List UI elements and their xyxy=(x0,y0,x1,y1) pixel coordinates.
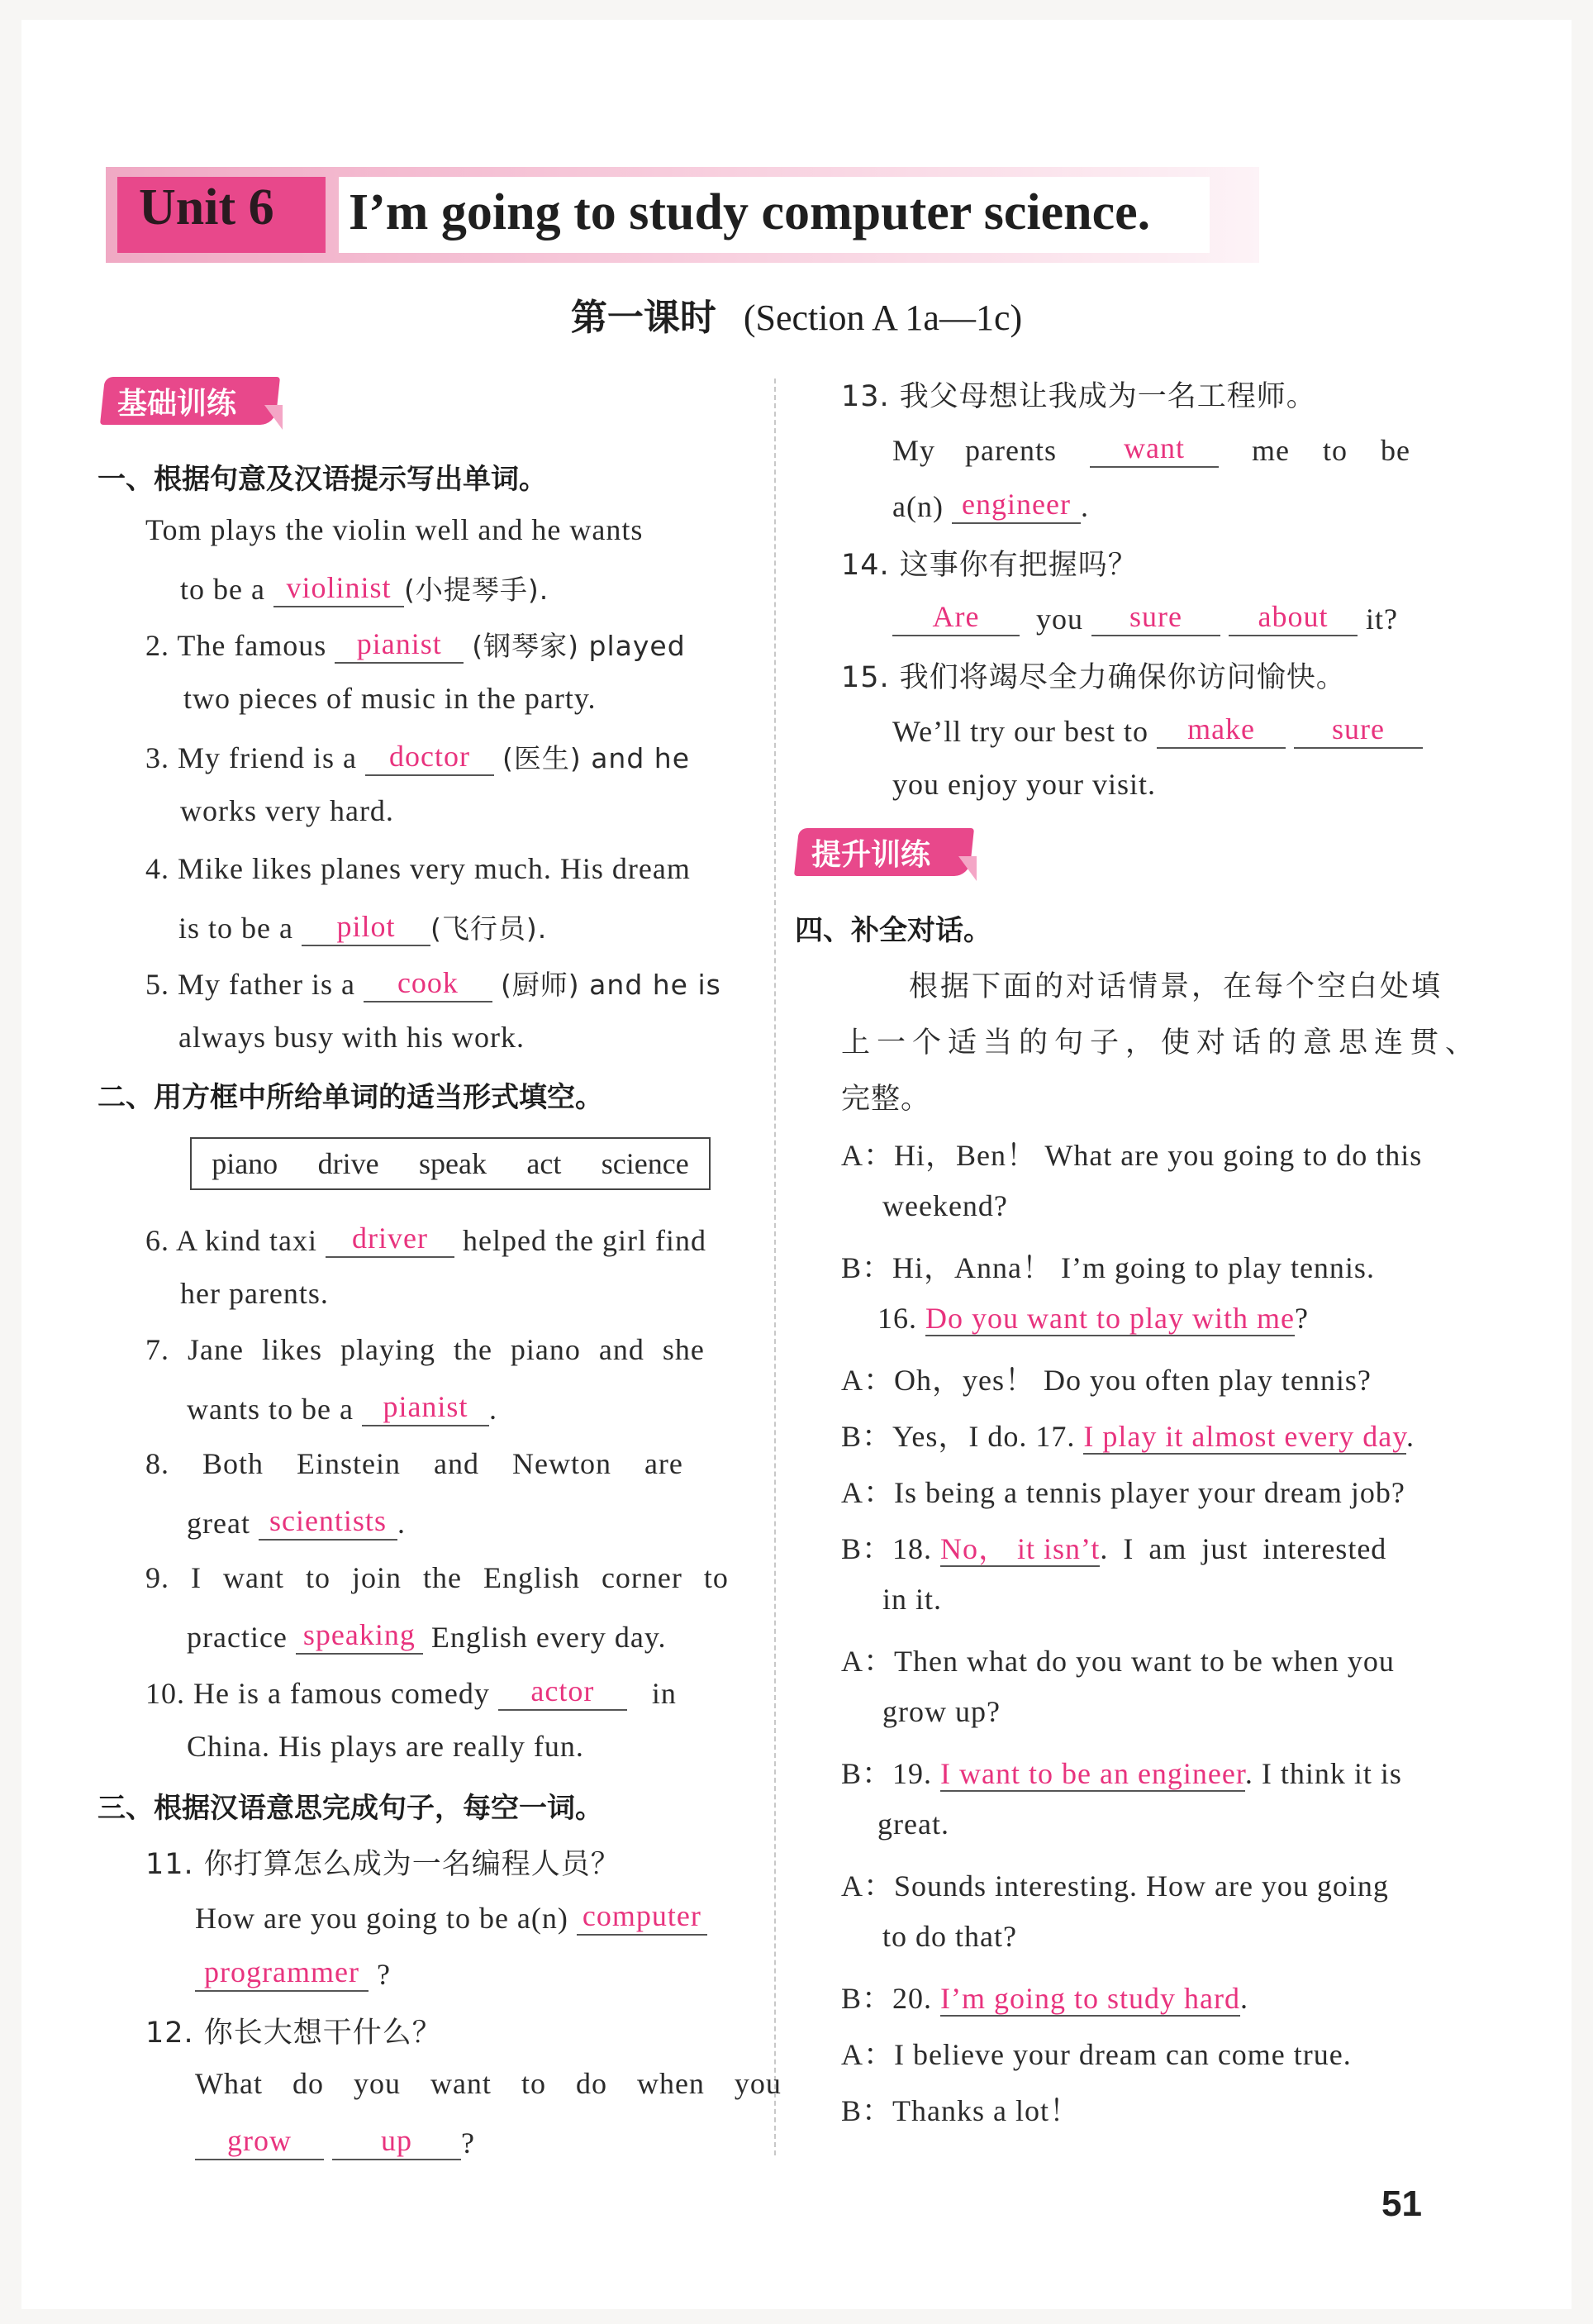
unit-label: Unit 6 xyxy=(139,179,274,236)
q19-line2: great. xyxy=(877,1807,949,1841)
q15-chinese: 15. 我们将竭尽全力确保你访问愉快。 xyxy=(841,661,1346,694)
dialogue-line: B：Hi，Anna！ I’m going to play tennis. xyxy=(841,1251,1375,1284)
q7-line2 xyxy=(187,1388,497,1426)
q13-prefix2: a(n) xyxy=(892,490,944,523)
q1-text: Tom plays the violin well and he wants xyxy=(145,513,644,546)
q17-line xyxy=(841,1413,1415,1455)
part3-heading: 三、根据汉语意思完成句子，每空一词。 xyxy=(97,1792,603,1825)
q10-suffix: in xyxy=(651,1677,677,1710)
q11-prefix: How are you going to be a(n) xyxy=(195,1902,568,1935)
part2-heading: 二、用方框中所给单词的适当形式填空。 xyxy=(97,1081,603,1114)
dialogue-line: A：Sounds interesting. How are you going xyxy=(841,1869,1389,1903)
q6-prefix: 6. A kind taxi xyxy=(145,1224,318,1257)
q17-answer: I play it almost every day xyxy=(1083,1420,1406,1453)
q16-number: 16. xyxy=(877,1302,917,1335)
q13-answer1: want xyxy=(1090,430,1219,468)
q19-prefix: B：19. xyxy=(841,1757,933,1790)
dialogue-line: A：Oh，yes！ Do you often play tennis? xyxy=(841,1364,1372,1397)
part4-instruction-3: 完整。 xyxy=(841,1083,931,1116)
badge-tail xyxy=(958,856,977,881)
dialogue-line: A：Is being a tennis player your dream job? xyxy=(841,1476,1405,1509)
q15-line3: you enjoy your visit. xyxy=(892,768,1156,801)
q8-suffix: . xyxy=(397,1507,406,1540)
q17-suffix: . xyxy=(1405,1420,1415,1453)
q18-line xyxy=(841,1526,1386,1568)
q2-line2: two pieces of music in the party. xyxy=(183,682,597,715)
lesson-title-en: (Section A 1a—1c) xyxy=(743,298,1023,338)
q12-answer2: up xyxy=(332,2122,461,2160)
q5-line1 xyxy=(145,964,721,1002)
dialogue-line: A：I believe your dream can come true. xyxy=(841,2038,1352,2071)
q11-answer2: programmer xyxy=(195,1954,369,1992)
word-box-item: act xyxy=(526,1147,562,1180)
lesson-title xyxy=(0,288,1593,341)
dialogue-line: to do that? xyxy=(882,1920,1017,1953)
q6-answer: driver xyxy=(326,1220,454,1258)
q7-line1: 7. Jane likes playing the piano and she xyxy=(145,1333,705,1366)
q14-answer3: about xyxy=(1229,598,1358,636)
q17-prefix: B：Yes，I do. 17. xyxy=(841,1420,1076,1453)
q7-prefix: wants to be a xyxy=(187,1393,354,1426)
badge-tail xyxy=(264,405,283,430)
q5-prefix: 5. My father is a xyxy=(145,968,355,1001)
q11-line3 xyxy=(195,1954,391,1992)
q18-suffix: . I am just interested xyxy=(1100,1532,1387,1565)
q20-suffix: . xyxy=(1239,1982,1248,2015)
dialogue-line: B：Thanks a lot！ xyxy=(841,2094,1080,2127)
q3-hint: (医生) and he xyxy=(502,742,690,774)
q13-answer2: engineer xyxy=(952,486,1081,524)
q13-suffix: . xyxy=(1080,490,1089,523)
q3-prefix: 3. My friend is a xyxy=(145,741,357,774)
dialogue-line: A：Hi，Ben！ What are you going to do this xyxy=(841,1139,1423,1172)
q9-prefix: practice xyxy=(187,1621,288,1654)
q13-middle: me to be xyxy=(1251,434,1410,467)
q8-answer: scientists xyxy=(259,1503,397,1541)
lesson-title-cn: 第一课时 xyxy=(570,297,716,339)
q16-line xyxy=(877,1301,1309,1336)
q1-prefix: to be a xyxy=(180,573,265,606)
q12-suffix: ? xyxy=(461,2126,475,2160)
q13-line2 xyxy=(892,430,1410,468)
q20-line xyxy=(841,1975,1248,2017)
q4-answer: pilot xyxy=(302,908,430,946)
basic-training-label: 基础训练 xyxy=(117,387,237,421)
q10-prefix: 10. He is a famous comedy xyxy=(145,1677,490,1710)
q6-suffix: helped the girl find xyxy=(463,1224,706,1257)
q12-line2: What do you want to do when you xyxy=(195,2067,782,2100)
q11-chinese: 11. 你打算怎么成为一名编程人员？ xyxy=(145,1848,621,1881)
q4-hint: (飞行员). xyxy=(430,912,548,945)
q10-line1 xyxy=(145,1673,677,1711)
dialogue-line: grow up? xyxy=(882,1695,1001,1728)
q16-suffix: ? xyxy=(1294,1302,1309,1335)
q3-line1 xyxy=(145,737,690,776)
q12-line3 xyxy=(195,2122,475,2160)
q13-prefix: My parents xyxy=(892,434,1057,467)
q19-answer: I want to be an engineer xyxy=(940,1757,1245,1790)
q12-answer1: grow xyxy=(195,2122,324,2160)
q4-line2 xyxy=(178,907,547,946)
q1-answer: violinist xyxy=(273,569,404,607)
word-box-item: science xyxy=(601,1147,689,1180)
q12-chinese: 12. 你长大想干什么？ xyxy=(145,2017,442,2050)
advanced-training-label: 提升训练 xyxy=(811,838,931,872)
q2-prefix: 2. The famous xyxy=(145,629,327,662)
q14-answer1: Are xyxy=(892,598,1020,636)
q3-answer: doctor xyxy=(365,738,494,776)
q10-answer: actor xyxy=(498,1673,627,1711)
q5-answer: cook xyxy=(364,964,492,1002)
q5-hint: (厨师) and he is xyxy=(500,969,721,1001)
q20-prefix: B：20. xyxy=(841,1982,933,2015)
q14-word: you xyxy=(1036,602,1083,636)
dialogue-line: A：Then what do you want to be when you xyxy=(841,1645,1395,1678)
part4-instruction-2: 上一个适当的句子，使对话的意思连贯、 xyxy=(841,1026,1481,1060)
q6-line1 xyxy=(145,1220,706,1258)
q11-answer1: computer xyxy=(577,1898,707,1936)
q16-answer: Do you want to play with me xyxy=(925,1302,1295,1335)
q14-chinese: 14. 这事你有把握吗？ xyxy=(841,549,1138,582)
q19-suffix: . I think it is xyxy=(1244,1757,1402,1790)
part1-heading: 一、根据句意及汉语提示写出单词。 xyxy=(97,463,547,496)
part4-heading: 四、补全对话。 xyxy=(795,914,991,947)
q8-prefix: great xyxy=(187,1507,250,1540)
q7-suffix: . xyxy=(488,1393,497,1426)
q8-line2 xyxy=(187,1503,406,1541)
q11-line2 xyxy=(195,1898,707,1936)
word-box-item: drive xyxy=(317,1147,379,1180)
q2-hint: (钢琴家) played xyxy=(472,630,686,662)
word-box xyxy=(190,1137,711,1190)
q8-line1: 8. Both Einstein and Newton are xyxy=(145,1447,683,1480)
q15-prefix: We’ll try our best to xyxy=(892,715,1149,748)
q1-line2 xyxy=(180,569,549,607)
q14-answer2: sure xyxy=(1091,598,1220,636)
part4-instruction-1: 根据下面的对话情景，在每个空白处填 xyxy=(909,970,1443,1003)
q9-line1: 9. I want to join the English corner to xyxy=(145,1561,729,1594)
word-box-item: piano xyxy=(212,1147,278,1180)
q9-answer: speaking xyxy=(296,1617,423,1655)
q2-answer: pianist xyxy=(335,626,464,664)
q15-answer2: sure xyxy=(1294,711,1423,749)
q1-line1 xyxy=(145,512,760,547)
q7-answer: pianist xyxy=(362,1388,489,1426)
q14-line2 xyxy=(892,598,1398,636)
q2-line1 xyxy=(145,625,686,664)
q3-line2: works very hard. xyxy=(180,794,394,827)
q18-line2: in it. xyxy=(882,1583,943,1616)
q13-chinese: 13. 我父母想让我成为一名工程师。 xyxy=(841,380,1316,413)
q13-line3 xyxy=(892,486,1089,524)
q10-line2: China. His plays are really fun. xyxy=(187,1730,584,1763)
page-number: 51 xyxy=(1381,2184,1422,2224)
q20-answer: I’m going to study hard xyxy=(940,1982,1240,2015)
dialogue-line: weekend? xyxy=(882,1189,1008,1222)
q15-answer1: make xyxy=(1157,711,1286,749)
q9-line2 xyxy=(187,1617,667,1655)
q19-line xyxy=(841,1750,1402,1793)
q14-suffix: it? xyxy=(1366,602,1398,636)
unit-title: I’m going to study computer science. xyxy=(349,184,1151,240)
column-divider xyxy=(774,379,776,2155)
q4-line1: 4. Mike likes planes very much. His dream xyxy=(145,852,691,885)
q4-prefix: is to be a xyxy=(178,912,293,945)
q18-answer: No， it isn’t xyxy=(940,1532,1101,1565)
q6-line2: her parents. xyxy=(180,1277,329,1310)
word-box-item: speak xyxy=(419,1147,487,1180)
q11-suffix: ? xyxy=(377,1958,391,1991)
q9-suffix: English every day. xyxy=(430,1621,667,1654)
q15-line2 xyxy=(892,711,1423,749)
q18-prefix: B：18. xyxy=(841,1532,933,1565)
q5-line2: always busy with his work. xyxy=(178,1021,525,1054)
q1-hint: (小提琴手). xyxy=(403,574,549,606)
